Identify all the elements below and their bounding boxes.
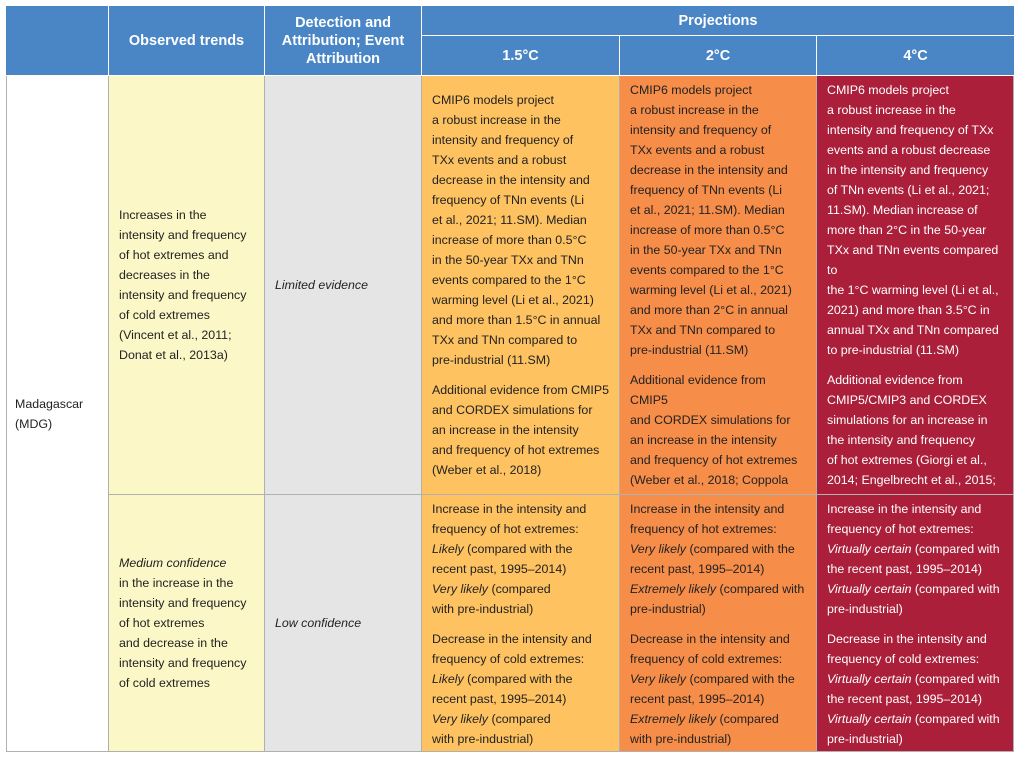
row1-2c-additional: Additional evidence from CMIP5 and CORDEX simulations for an increase in the intensity and frequency of hot extremes (Weber et al., 2018; Coppola xyxy=(630,373,798,487)
row2-2c-cold: Decrease in the intensity and frequency of cold extremes: Very likely (compared with the recent past, 1995–2014) Extremely likely (compared with pre-industrial) xyxy=(630,632,795,746)
row2-observed-trends: Medium confidence in the increase in the intensity and frequency of hot extremes and decrease in the intensity and frequency of cold extremes xyxy=(109,495,264,752)
row2-4c-cold: Decrease in the intensity and frequency of cold extremes: Virtually certain (compared with the recent past, 1995–2014) Virtually certain (compared with pre-industrial) xyxy=(827,632,1000,746)
header-detection-line3: Attribution xyxy=(305,50,381,67)
grid-line-bottom xyxy=(6,751,1014,752)
header-projections: Projections xyxy=(422,6,1014,35)
row1-observed-trends: Increases in the intensity and frequency of hot extremes and decreases in the intensity and frequency of cold extremes (Vincent et al., 2011; Donat et al., 2013a) xyxy=(109,76,264,494)
header-region-blank xyxy=(6,6,108,75)
header-detection-attribution xyxy=(265,6,421,75)
row1-detection xyxy=(265,76,421,494)
grid-line-col3 xyxy=(421,76,422,752)
header-detection-line1: Detection and xyxy=(295,14,391,31)
row1-detection-text: Limited evidence xyxy=(275,278,368,292)
grid-line-col1 xyxy=(108,76,109,752)
header-1-5c: 1.5°C xyxy=(422,36,619,75)
header-detection-line2: Attribution; Event xyxy=(281,32,405,49)
row1-4c-additional: Additional evidence from CMIP5/CMIP3 and CORDEX simulations for an increase in the intensity and frequency of hot extremes (Giorgi et al., 2014; Engelbrecht et al., 2015; xyxy=(827,373,996,487)
grid-line-col5 xyxy=(816,76,817,752)
row2-projection-4c xyxy=(817,495,1014,752)
grid-line-row-separator xyxy=(109,494,1014,495)
row1-projection-4c xyxy=(817,76,1014,494)
grid-line-right xyxy=(1013,76,1014,752)
header-4c: 4°C xyxy=(817,36,1014,75)
row2-detection xyxy=(265,495,421,752)
header-observed-trends: Observed trends xyxy=(109,6,264,75)
region-code: (MDG) xyxy=(15,416,53,431)
row2-projection-2c xyxy=(620,495,816,752)
row1-projection-2c xyxy=(620,76,816,494)
row2-2c-hot: Increase in the intensity and frequency of hot extremes: Very likely (compared with the recent past, 1995–2014) Extremely likely (compared with pre-industrial) xyxy=(630,502,805,616)
row1-2c-cmip6: CMIP6 models project a robust increase in the intensity and frequency of TXx events and a robust decrease in the intensity and frequency of TNn events (Li et al., 2021; 11.SM). Median increase of more than 0.5°C in the 50-year TXx and TNn events compared to the 1°C warming level (Li et al., 2021) and more than 2°C in annual TXx and TNn compared to pre-industrial (11.SM) xyxy=(630,83,792,357)
grid-line-col2 xyxy=(264,76,265,752)
region-cell xyxy=(6,76,108,752)
row1-4c-cmip6: CMIP6 models project a robust increase in the intensity and frequency of TXx events and a robust decrease in the intensity and frequency of TNn events (Li et al., 2021; 11.SM). Median increase of more than 2°C in the 50-year TXx and TNn events compared to the 1°C warming level (Li et al., 2021) and more than 3.5°C in annual TXx and TNn compared to pre-industrial (11.SM) xyxy=(827,83,999,357)
row2-1-5c-hot: Increase in the intensity and frequency of hot extremes: Likely (compared with the recent past, 1995–2014) Very likely (compared with pre-industrial) xyxy=(432,502,587,616)
header-2c: 2°C xyxy=(620,36,816,75)
region-name: Madagascar xyxy=(15,396,84,411)
row2-1-5c-cold: Decrease in the intensity and frequency of cold extremes: Likely (compared with the recent past, 1995–2014) Very likely (compared with pre-industrial) xyxy=(432,632,592,746)
row1-1-5c-cmip6: CMIP6 models project a robust increase in the intensity and frequency of TXx events and a robust decrease in the intensity and frequency of TNn events (Li et al., 2021; 11.SM). Median increase of more than 0.5°C in the 50-year TXx and TNn events compared to the 1°C warming level (Li et al., 2021) and more than 1.5°C in annual TXx and TNn compared to pre-industrial (11.SM) xyxy=(432,93,601,367)
row2-detection-text: Low confidence xyxy=(275,616,362,630)
row1-projection-1-5c xyxy=(422,76,619,494)
row2-confidence: Medium confidence xyxy=(119,556,227,570)
row2-projection-1-5c xyxy=(422,495,619,752)
grid-line-col4 xyxy=(619,76,620,752)
row2-4c-hot: Increase in the intensity and frequency of hot extremes: Virtually certain (compared with the recent past, 1995–2014) Virtually certain (compared with pre-industrial) xyxy=(827,502,1000,616)
row1-1-5c-additional: Additional evidence from CMIP5 and CORDEX simulations for an increase in the intensity and frequency of hot extremes (Weber et al., 2018) xyxy=(432,383,609,477)
climate-extremes-table xyxy=(6,6,1014,752)
